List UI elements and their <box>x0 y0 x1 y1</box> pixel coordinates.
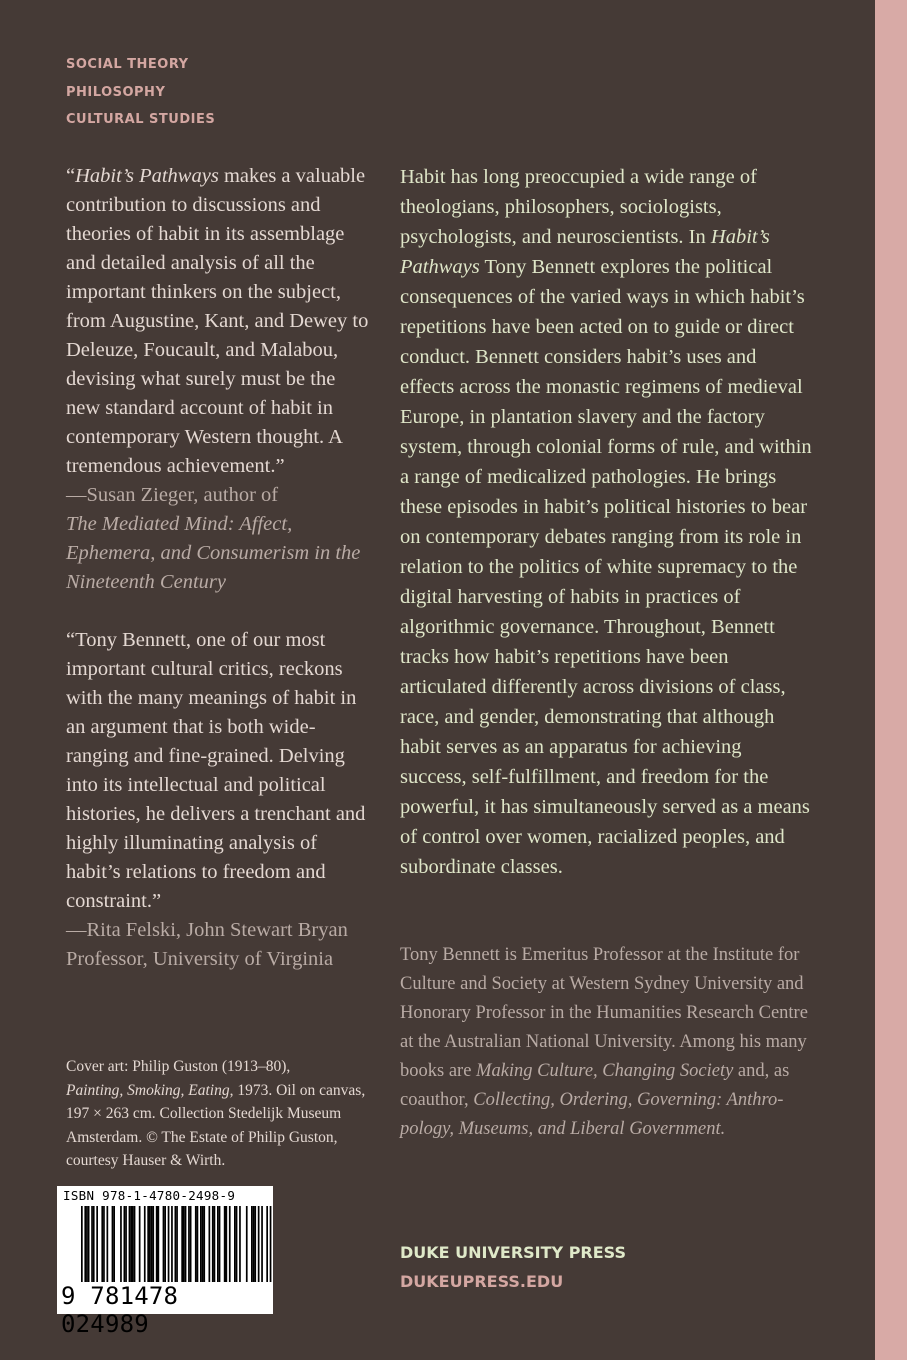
barcode-bar <box>181 1206 183 1282</box>
barcode-bar <box>202 1206 204 1282</box>
barcode-bar <box>229 1206 231 1282</box>
barcode-bar <box>158 1206 160 1282</box>
barcode-bar <box>203 1206 205 1282</box>
barcode-bar <box>197 1206 199 1282</box>
barcode-bar <box>185 1206 187 1282</box>
bio-text-cont: and, as coauthor, <box>400 1061 790 1110</box>
barcode-bar <box>183 1206 185 1282</box>
cover-art-prefix: Cover art: Philip Guston (1913–80), <box>66 1058 291 1075</box>
barcode-bar <box>107 1206 109 1282</box>
barcode-bar <box>129 1206 131 1282</box>
description-text-cont: Tony Bennett explores the political consequences of the varied ways in which habit’s repetitions have been acted on to guide or direct conduct. Bennett considers habit’s uses and effects across the monastic regimens of medieval Europe, in plantation slavery and the factory system, through colonial forms of rule, and within a range of medicalized pathologies. He brings these episodes in habit’s political histories to bear on contemporary debates ranging from its role in relation to the politics of white supremacy to the digital harvesting of habits in practices of algorithmic governance. Throughout, Bennett tracks how habit’s repetitions have been articulated differently across divisions of class, race, and gender, demonstrating that although habit serves as an apparatus for achieving success, self-fulfillment, and freedom for the powerful, it has simultaneously served as a means of control over women, racialized peoples, and subordinate classes. <box>400 256 812 878</box>
barcode-bar <box>246 1206 248 1282</box>
category-philosophy: PHILOSOPHY <box>66 84 166 100</box>
barcode-bar <box>93 1206 95 1282</box>
quote-attribution: —Susan Zieger, author of <box>66 484 279 506</box>
barcode-bar <box>152 1206 154 1282</box>
isbn-label: ISBN 978-1-4780-2498-9 <box>63 1188 236 1203</box>
barcode-bar <box>91 1206 93 1282</box>
barcode-bar <box>125 1206 127 1282</box>
quote-open-mark: “ <box>66 165 76 187</box>
barcode-bar <box>149 1206 151 1282</box>
publisher-url: DUKEUPRESS.EDU <box>400 1272 564 1291</box>
barcode-bar <box>270 1206 272 1282</box>
cover-art-credit <box>66 1055 376 1173</box>
barcode-bar <box>84 1206 86 1282</box>
barcode-bar <box>200 1206 202 1282</box>
book-description <box>400 162 812 882</box>
barcode-bar <box>266 1206 268 1282</box>
description-text: Habit has long preoccupied a wide range of theologians, philosophers, sociologists, psychologists, and neuroscientists. In <box>400 166 757 248</box>
barcode-bar <box>147 1206 149 1282</box>
barcode-bar <box>81 1206 83 1282</box>
bio-book-title-2: Collecting, Ordering, Governing: Anthropology, Museums, and Liberal Government. <box>400 1090 784 1139</box>
barcode-bar <box>130 1206 132 1282</box>
barcode-bar <box>120 1206 122 1282</box>
barcode-bar <box>124 1206 126 1282</box>
barcode-bar <box>171 1206 173 1282</box>
barcode-bar <box>156 1206 158 1282</box>
barcode-bar <box>261 1206 263 1282</box>
author-bio <box>400 941 815 1144</box>
barcode-bar <box>113 1206 115 1282</box>
barcode-bar <box>86 1206 88 1282</box>
barcode-bar <box>175 1206 177 1282</box>
barcode-bar <box>163 1206 165 1282</box>
barcode-bar <box>195 1206 197 1282</box>
barcode-bar <box>209 1206 211 1282</box>
cover-art-title: Painting, Smoking, Eating <box>66 1081 230 1099</box>
barcode-bar <box>112 1206 114 1282</box>
quote-body: makes a valuable contribution to discussions and theories of habit in its assemblage and detailed analysis of all the important thinkers on the subject, from Augustine, Kant, and Dewey to Deleuze, Foucault, and Malabou, devising what surely must be the new standard account of habit in contemporary Western thought. A tremendous achievement.” <box>66 165 369 477</box>
barcode-bar <box>132 1206 134 1282</box>
barcode-bar <box>88 1206 90 1282</box>
barcode-digits: 9 781478 024989 <box>61 1282 179 1338</box>
barcode-bar <box>224 1206 226 1282</box>
barcode-bar <box>134 1206 136 1282</box>
barcode-bar <box>103 1206 105 1282</box>
description-book-title: Habit’s Pathways <box>400 226 770 278</box>
barcode-bar <box>101 1206 103 1282</box>
publisher-block <box>400 1238 626 1296</box>
barcode-bar <box>151 1206 153 1282</box>
barcode-bar <box>188 1206 190 1282</box>
barcode-bar <box>258 1206 260 1282</box>
barcode-bar <box>254 1206 256 1282</box>
bio-text: Tony Bennett is Emeritus Professor at the Institute for Culture and Society at Western Sydney University and Honorary Professor in the Humanities Research Centre at the Australian National University. Among his many books are <box>400 945 808 1081</box>
isbn-barcode <box>57 1186 273 1338</box>
barcode-bar <box>144 1206 146 1282</box>
barcode-bar <box>236 1206 238 1282</box>
barcode-bar <box>253 1206 255 1282</box>
barcode-bar <box>239 1206 241 1282</box>
barcode-bar <box>219 1206 221 1282</box>
barcode-bar <box>139 1206 141 1282</box>
barcode-bar <box>164 1206 166 1282</box>
quote-body: “Tony Bennett, one of our most important cultural critics, reckons with the many meanings of habit in an argument that is both wide-ranging and fine-grained. Delving into its intellectual and political histories, he delivers a trenchant and highly illuminating analysis of habit’s relations to freedom and constraint.” <box>66 629 366 912</box>
subject-categories <box>66 55 215 138</box>
quote-attribution: —Rita Felski, John Stewart Bryan Professor, University of Virginia <box>66 919 348 970</box>
attribution-book-title: The Mediated Mind: Affect, Ephemera, and Consumerism in the Nineteenth Century <box>66 513 361 593</box>
barcode-bar <box>212 1206 214 1282</box>
category-social-theory: SOCIAL THEORY <box>66 57 189 72</box>
cover-art-suffix: , 1973. Oil on canvas, 197 × 263 cm. Collection Stedelijk Museum Amsterdam. © The Estate of Philip Guston, courtesy Hauser & Wirth. <box>66 1081 366 1169</box>
barcode-bar <box>217 1206 219 1282</box>
barcode-bar <box>176 1206 178 1282</box>
endorsement-zieger <box>66 162 371 597</box>
endorsement-felski <box>66 626 371 974</box>
barcode-bar <box>168 1206 170 1282</box>
endorsements-column <box>66 162 371 974</box>
barcode-bar <box>234 1206 236 1282</box>
barcode-bar <box>96 1206 98 1282</box>
bio-book-title-1: Making Culture, Changing Society <box>476 1061 734 1081</box>
spine-strip <box>875 0 907 1360</box>
barcode-bar <box>190 1206 192 1282</box>
publisher-name: DUKE UNIVERSITY PRESS <box>400 1243 626 1262</box>
quote-book-title: Habit’s Pathways <box>75 165 219 187</box>
barcode-bar <box>251 1206 253 1282</box>
barcode-bar <box>226 1206 228 1282</box>
barcode-bar <box>214 1206 216 1282</box>
category-cultural-studies: CULTURAL STUDIES <box>66 112 216 127</box>
